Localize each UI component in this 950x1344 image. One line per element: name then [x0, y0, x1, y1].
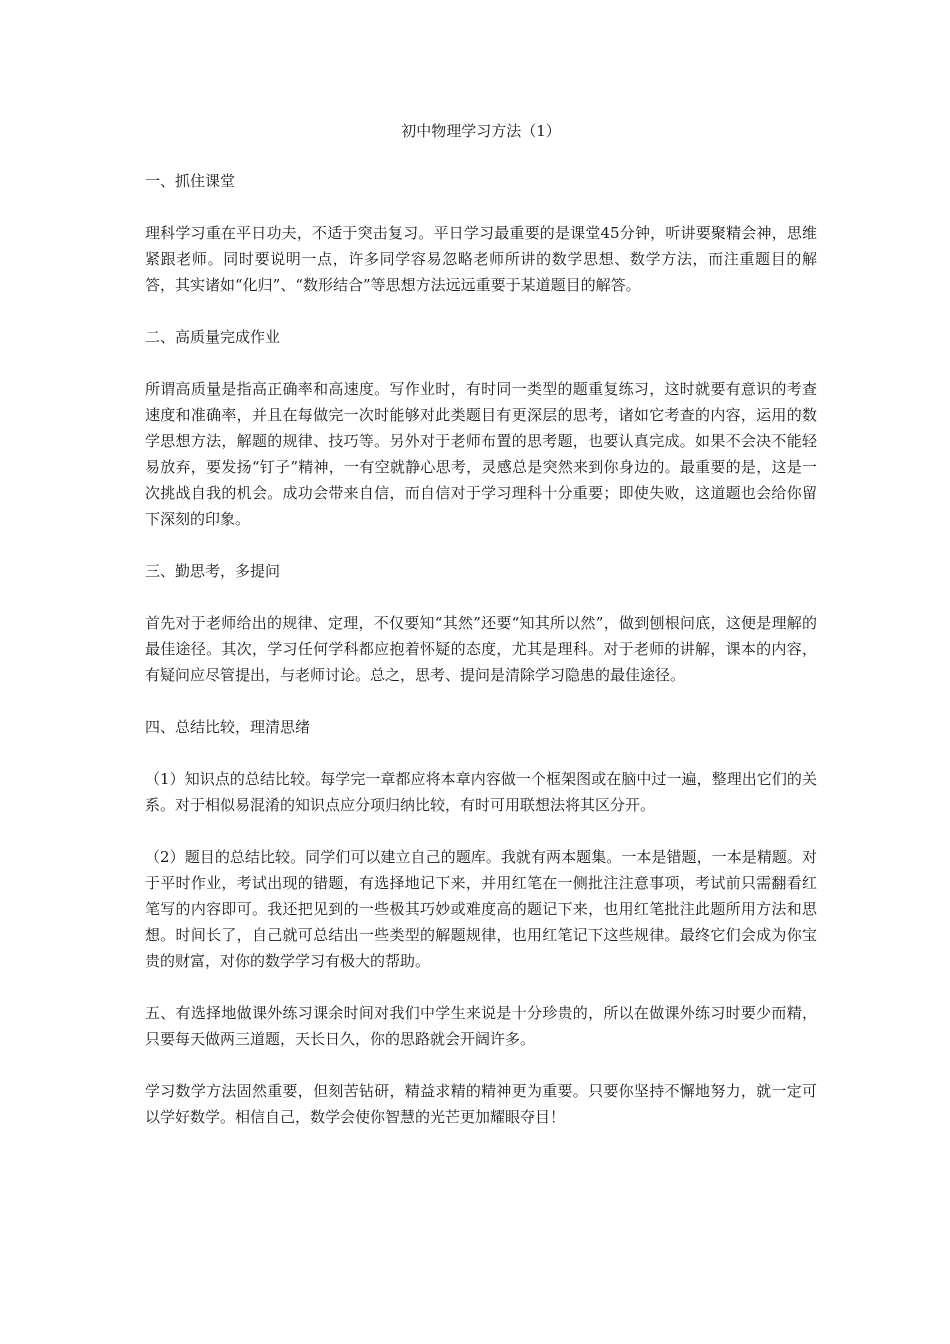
section-heading-4: 四、总结比较，理清思绪	[145, 718, 311, 736]
paragraph-4-2: （2）题目的总结比较。同学们可以建立自己的题库。我就有两本题集。一本是错题，一本是精题。对于平时作业，考试出现的错题，有选择地记下来，并用红笔在一侧批注注意事项，考试前只需翻看红笔写的内容即可。我还把见到的一些极其巧妙或难度高的题记下来，也用红笔批注此题所用方法和思想。时间长了，自己就可总结出一些类型的解题规律，也用红笔记下这些规律。最终它们会成为你宝贵的财富，对你的数学学习有极大的帮助。	[145, 848, 817, 970]
section-heading-3: 三、勤思考，多提问	[145, 562, 281, 580]
paragraph-4-1: （1）知识点的总结比较。每学完一章都应将本章内容做一个框架图或在脑中过一遍，整理出它们的关系。对于相似易混淆的知识点应分项归纳比较，有时可用联想法将其区分开。	[145, 770, 817, 814]
paragraph-conclusion: 学习数学方法固然重要，但刻苦钻研，精益求精的精神更为重要。只要你坚持不懈地努力，就一定可以学好数学。相信自己，数学会使你智慧的光芒更加耀眼夺目！	[145, 1082, 817, 1126]
section-heading-1: 一、抓住课堂	[145, 172, 236, 190]
document-body	[145, 118, 817, 1156]
paragraph-3: 首先对于老师给出的规律、定理，不仅要知“其然”还要“知其所以然”，做到刨根问底，这便是理解的最佳途径。其次，学习任何学科都应抱着怀疑的态度，尤其是理科。对于老师的讲解，课本的内容，有疑问应尽管提出，与老师讨论。总之，思考、提问是清除学习隐患的最佳途径。	[145, 614, 817, 684]
paragraph-1: 理科学习重在平日功夫，不适于突击复习。平日学习最重要的是课堂45分钟，听讲要聚精会神，思维紧跟老师。同时要说明一点，许多同学容易忽略老师所讲的数学思想、数学方法，而注重题目的解答，其实诸如“化归”、“数形结合”等思想方法远远重要于某道题目的解答。	[145, 224, 817, 294]
section-heading-2: 二、高质量完成作业	[145, 328, 281, 346]
page-title: 初中物理学习方法（1）	[401, 122, 561, 140]
paragraph-2: 所谓高质量是指高正确率和高速度。写作业时，有时同一类型的题重复练习，这时就要有意识的考查速度和准确率，并且在每做完一次时能够对此类题目有更深层的思考，诸如它考查的内容，运用的数学思想方法，解题的规律、技巧等。另外对于老师布置的思考题，也要认真完成。如果不会决不能轻易放弃，要发扬“钉子”精神，一有空就静心思考，灵感总是突然来到你身边的。最重要的是，这是一次挑战自我的机会。成功会带来自信，而自信对于学习理科十分重要；即使失败，这道题也会给你留下深刻的印象。	[145, 380, 817, 528]
paragraph-5: 五、有选择地做课外练习课余时间对我们中学生来说是十分珍贵的，所以在做课外练习时要少而精，只要每天做两三道题，天长日久，你的思路就会开阔许多。	[145, 1004, 817, 1048]
